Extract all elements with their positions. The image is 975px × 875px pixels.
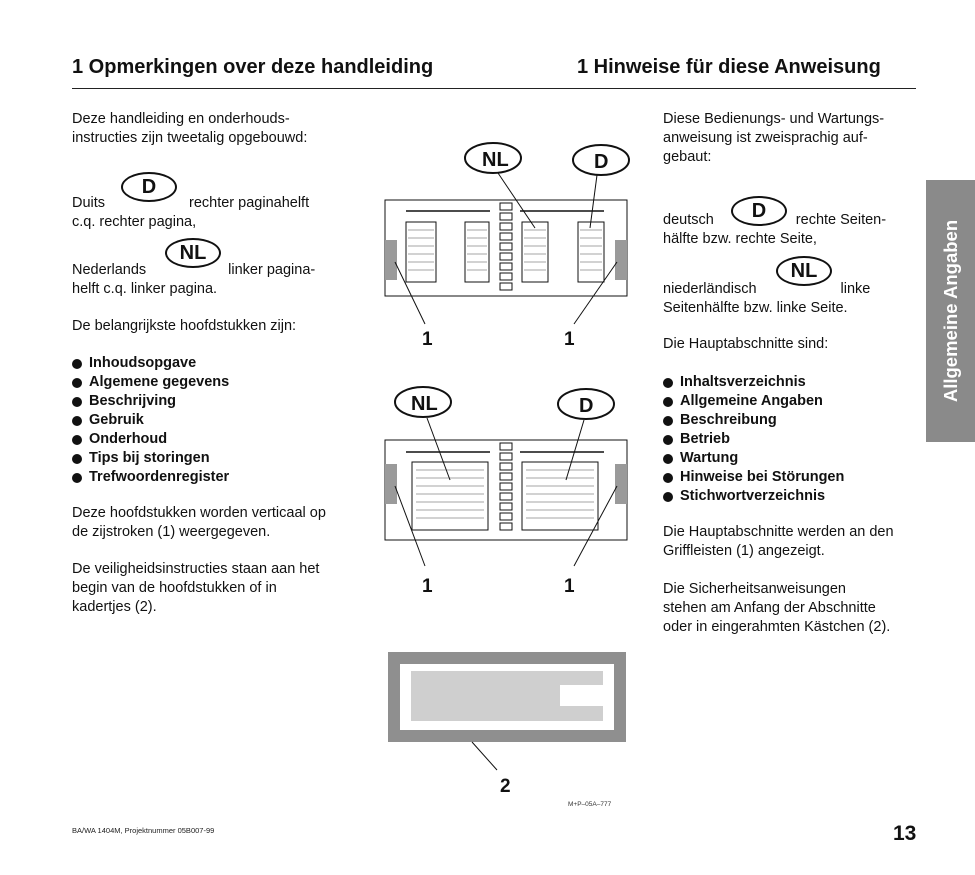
d-language-badge: D <box>731 196 787 226</box>
footer-reference: BA/WA 1404M, Projektnummer 05B007-99 <box>72 826 215 835</box>
list-item: Beschreibung <box>663 411 844 430</box>
de-d-desc-line: rechte Seiten- <box>795 212 887 228</box>
nl-badge-label: NL <box>482 149 509 171</box>
d-language-badge: D <box>121 172 177 202</box>
list-item: Stichwortverzeichnis <box>663 487 844 506</box>
de-page-title: 1 Hinweise für diese Anweisung <box>577 56 881 78</box>
callout-1: 1 <box>422 329 433 350</box>
de-nl-desc-line: Seitenhälfte bzw. linke Seite. <box>663 300 848 316</box>
list-item: Hinweise bei Störungen <box>663 468 844 487</box>
d-badge-label: D <box>579 395 594 417</box>
nl-badge-label: NL <box>411 393 438 415</box>
nl-d-desc-line: c.q. rechter pagina, <box>72 214 197 230</box>
nl-chapters-intro: De belangrijkste hoofdstukken zijn: <box>72 318 297 334</box>
side-tab-label: Allgemeine Angaben <box>939 219 961 403</box>
callout-1: 1 <box>422 576 433 597</box>
list-item: Inhoudsopgave <box>72 354 229 373</box>
nl-note-line: Deze hoofdstukken worden verticaal op <box>72 505 326 521</box>
de-nl-desc-line: linke <box>840 281 871 297</box>
list-item: Beschrijving <box>72 392 229 411</box>
de-intro-line: Diese Bedienungs- und Wartungs- <box>663 111 885 127</box>
de-safety-line: Die Sicherheitsanweisungen <box>663 581 846 597</box>
de-chapters-intro: Die Hauptabschnitte sind: <box>663 336 829 352</box>
nl-nl-desc-line: linker pagina- <box>228 262 316 278</box>
nl-safety-line: kadertjes (2). <box>72 599 157 615</box>
nl-d-desc-line: rechter paginahelft <box>189 195 310 211</box>
list-item: Onderhoud <box>72 430 229 449</box>
nl-safety-line: De veiligheidsinstructies staan aan het <box>72 561 320 577</box>
nl-nl-desc-line: helft c.q. linker pagina. <box>72 281 218 297</box>
page-number: 13 <box>893 822 917 845</box>
nl-nl-word: Nederlands <box>72 262 147 278</box>
de-note-line: Griffleisten (1) angezeigt. <box>663 543 825 559</box>
nl-language-badge: NL <box>776 256 832 286</box>
callout-1: 1 <box>564 329 575 350</box>
de-note-line: Die Hauptabschnitte werden an den <box>663 524 894 540</box>
nl-language-badge: NL <box>165 238 221 268</box>
de-d-desc-line: hälfte bzw. rechte Seite, <box>663 231 817 247</box>
nl-d-word: Duits <box>72 195 106 211</box>
de-d-word: deutsch <box>663 212 714 228</box>
figure-code: M+P–05A–777 <box>568 801 612 808</box>
callout-1: 1 <box>564 576 575 597</box>
nl-page-title: 1 Opmerkingen over deze handleiding <box>72 56 434 78</box>
list-item: Gebruik <box>72 411 229 430</box>
d-badge-label: D <box>594 151 609 173</box>
list-item: Allgemeine Angaben <box>663 392 844 411</box>
de-nl-word: niederländisch <box>663 281 757 297</box>
list-item: Inhaltsverzeichnis <box>663 373 844 392</box>
de-intro-line: anweisung ist zweisprachig auf- <box>663 130 868 146</box>
de-safety-line: oder in eingerahmten Kästchen (2). <box>663 619 891 635</box>
list-item: Wartung <box>663 449 844 468</box>
list-item: Algemene gegevens <box>72 373 229 392</box>
list-item: Trefwoordenregister <box>72 468 229 487</box>
nl-intro-line: Deze handleiding en onderhouds- <box>72 111 290 127</box>
framed-box-diagram <box>388 652 626 770</box>
callout-2: 2 <box>500 776 511 797</box>
nl-intro-line: instructies zijn tweetalig opgebouwd: <box>72 130 308 146</box>
list-item: Betrieb <box>663 430 844 449</box>
list-item: Tips bij storingen <box>72 449 229 468</box>
nl-note-line: de zijstroken (1) weergegeven. <box>72 524 271 540</box>
nl-safety-line: begin van de hoofdstukken of in <box>72 580 277 596</box>
de-safety-line: stehen am Anfang der Abschnitte <box>663 600 876 616</box>
de-intro-line: gebaut: <box>663 149 712 165</box>
